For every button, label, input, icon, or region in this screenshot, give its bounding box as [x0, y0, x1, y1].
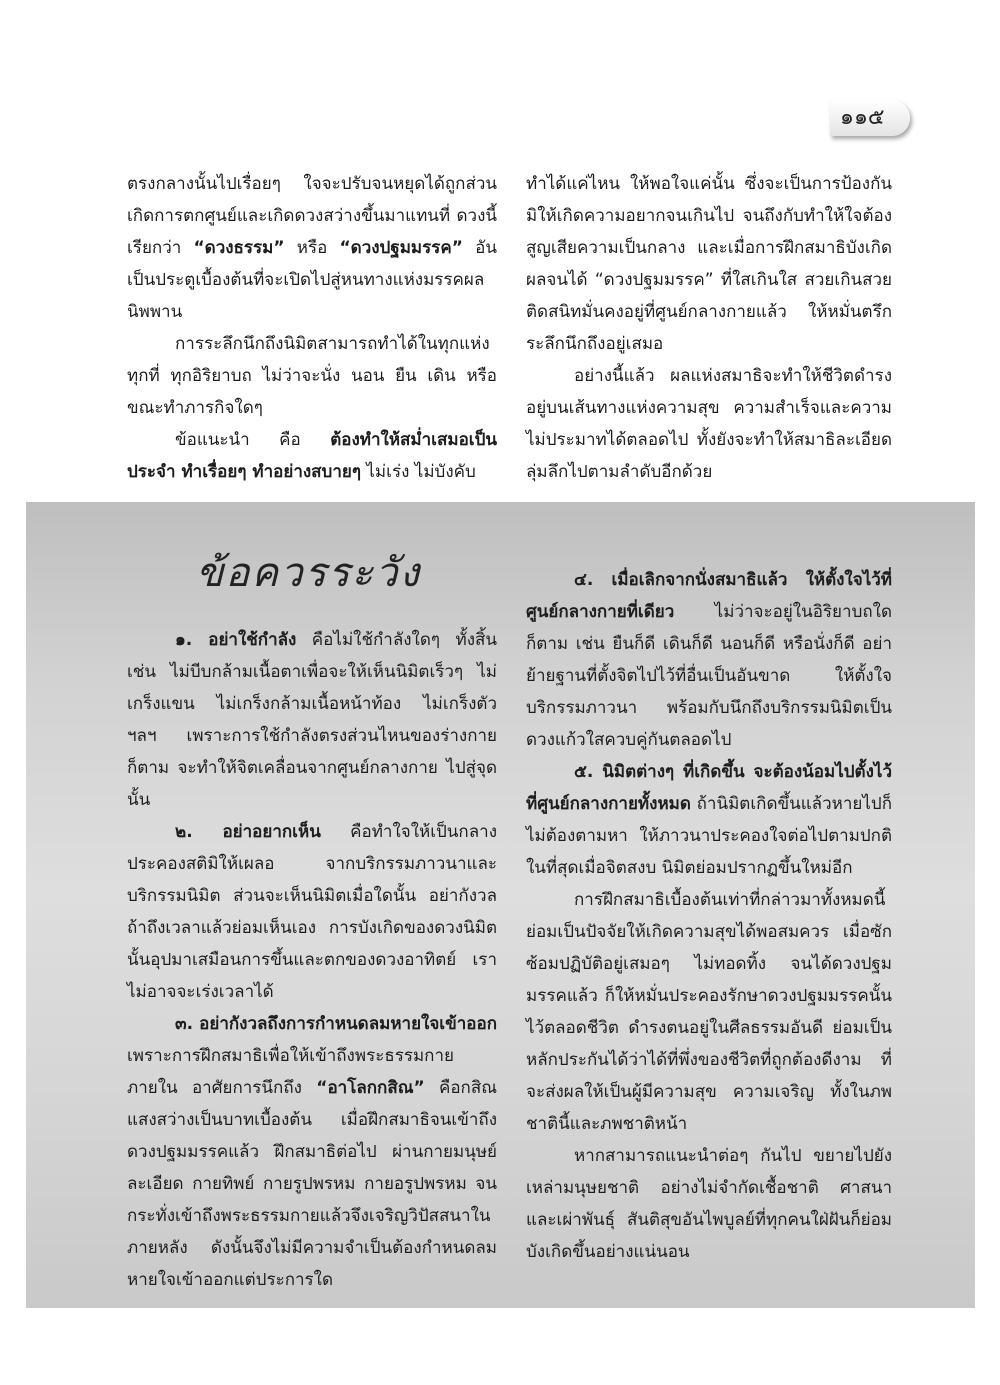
caution-heading: ๕. นิมิตต่างๆ ที่เกิดขึ้น จะต้องน้อมไปตั้งไว้ที่ศูนย์กลางกายทั้งหมด: [526, 762, 892, 814]
bold-term-dhamma-sphere: “ดวงธรรม”: [193, 238, 285, 258]
caution-item-1: [127, 624, 497, 816]
caution-item-5: [526, 756, 892, 884]
paragraph: ทำได้แค่ไหน ให้พอใจแค่นั้น ซึ่งจะเป็นการป้องกันมิให้เกิดความอยากจนเกินไป จนถึงกับทำให้ใจต้องสูญเสียความเป็นกลาง และเมื่อการฝึกสมาธิบังเกิดผลจนได้ “ดวงปฐมมรรค” ที่ใสเกินใส สวยเกินสวย ติดสนิทมั่นคงอยู่ที่ศูนย์กลางกายแล้ว ให้หมั่นตรึกระลึกนึกถึงอยู่เสมอ: [526, 174, 892, 354]
page-number: ๑๑๕: [830, 100, 910, 136]
bold-term-first-path-sphere: “ดวงปฐมมรรค”: [339, 238, 463, 258]
bold-advice: ต้องทำให้สม่ำเสมอเป็นประจำ ทำเรื่อยๆ ทำอย่างสบายๆ: [127, 430, 497, 482]
caution-item-2: [127, 816, 497, 1008]
top-left-column: [127, 168, 497, 488]
paragraph: การฝึกสมาธิเบื้องต้นเท่าที่กล่าวมาทั้งหมดนี้ ย่อมเป็นปัจจัยให้เกิดความสุขได้พอสมควร เมื่อซักซ้อมปฏิบัติอยู่เสมอๆ ไม่ทอดทิ้ง จนได้ดวงปฐมมรรคแล้ว ก็ให้หมั่นประคองรักษาดวงปฐมมรรคนั้นไว้ตลอดชีวิต ดำรงตนอยู่ในศีลธรรมอันดี ย่อมเป็นหลักประกันได้ว่าได้ที่พึ่งของชีวิตที่ถูกต้องดีงาม ที่จะส่งผลให้เป็นผู้มีความสุข ความเจริญ ทั้งในภพชาตินี้และภพชาติหน้า: [526, 890, 892, 1134]
text-run: ไม่ว่าจะอยู่ในอิริยาบถใดก็ตาม เช่น ยืนก็ดี เดินก็ดี นอนก็ดี หรือนั่งก็ดี อย่าย้ายฐานที่ตั้งจิตไปไว้ที่อื่นเป็นอันขาด ให้ตั้งใจบริกรรมภาวนา พร้อมกับนึกถึงบริกรรมนิมิตเป็นดวงแก้วใสควบคู่กันตลอดไป: [526, 602, 892, 750]
text-run: ข้อแนะนำ คือ: [175, 430, 331, 450]
caution-right-column: [526, 564, 892, 1268]
text-run: หรือ: [284, 238, 340, 258]
caution-heading: ๑. อย่าใช้กำลัง: [175, 630, 297, 650]
caution-heading: ๒. อย่าอยากเห็น: [175, 822, 321, 842]
top-right-column: [526, 168, 892, 488]
caution-heading: ๓. อย่ากังวลถึงการกำหนดลมหายใจเข้าออก: [175, 1014, 497, 1034]
caution-item-3: [127, 1008, 497, 1296]
panel-title: ข้อควรระวัง: [196, 550, 422, 596]
text-run: อันเป็นประตูเบื้องต้นที่จะเปิดไปสู่หนทางแห่งมรรคผลนิพพาน: [127, 238, 497, 322]
paragraph: [127, 424, 497, 488]
paragraph: การระลึกนึกถึงนิมิตสามารถทำได้ในทุกแห่ง ทุกที่ ทุกอิริยาบถ ไม่ว่าจะนั่ง นอน ยืน เดิน หรือขณะทำภารกิจใดๆ: [127, 334, 497, 418]
caution-item-4: [526, 564, 892, 756]
paragraph: หากสามารถแนะนำต่อๆ กันไป ขยายไปยังเหล่ามนุษยชาติ อย่างไม่จำกัดเชื้อชาติ ศาสนา และเผ่าพันธุ์ สันติสุขอันไพบูลย์ที่ทุกคนใฝ่ฝันก็ย่อมบังเกิดขึ้นอย่างแน่นอน: [526, 1146, 892, 1262]
paragraph: [127, 168, 497, 328]
text-run: ตรงกลางนั้นไปเรื่อยๆ ใจจะปรับจนหยุดได้ถูกส่วน เกิดการตกศูนย์และเกิดดวงสว่างขึ้นมาแทนที่ ดวงนี้เรียกว่า: [127, 174, 497, 258]
text-run: ถ้านิมิตเกิดขึ้นแล้วหายไปก็ไม่ต้องตามหา ให้ภาวนาประคองใจต่อไปตามปกติ ในที่สุดเมื่อจิตสงบ นิมิตย่อมปรากฏขึ้นใหม่อีก: [526, 794, 892, 878]
caution-heading: ๔. เมื่อเลิกจากนั่งสมาธิแล้ว ให้ตั้งใจไว้ที่ศูนย์กลางกายที่เดียว: [526, 570, 892, 622]
text-run: คือทำใจให้เป็นกลาง ประคองสติมิให้เผลอ จากบริกรรมภาวนาและบริกรรมนิมิต ส่วนจะเห็นนิมิตเมื่อใดนั้น อย่ากังวล ถ้าถึงเวลาแล้วย่อมเห็นเอง การบังเกิดของดวงนิมิตนั้นอุปมาเสมือนการขึ้นและตกของดวงอาทิตย์ เราไม่อาจจะเร่งเวลาได้: [127, 822, 497, 1002]
caution-left-column: [127, 624, 497, 1296]
text-run: คือไม่ใช้กำลังใดๆ ทั้งสิ้น เช่น ไม่บีบกล้ามเนื้อตาเพื่อจะให้เห็นนิมิตเร็วๆ ไม่เกร็งแขน ไม่เกร็งกล้ามเนื้อหน้าท้อง ไม่เกร็งตัว ฯลฯ เพราะการใช้กำลังตรงส่วนไหนของร่างกายก็ตาม จะทำให้จิตเคลื่อนจากศูนย์กลางกาย ไปสู่จุดนั้น: [127, 630, 497, 810]
text-run: คือกสิณแสงสว่างเป็นบาทเบื้องต้น เมื่อฝึกสมาธิจนเข้าถึงดวงปฐมมรรคแล้ว ฝึกสมาธิต่อไป ผ่านกายมนุษย์ละเอียด กายทิพย์ กายรูปพรหม กายอรูปพรหม จนกระทั่งเข้าถึงพระธรรมกายแล้วจึงเจริญวิปัสสนาในภายหลัง ดังนั้นจึงไม่มีความจำเป็นต้องกำหนดลมหายใจเข้าออกแต่ประการใด: [127, 1078, 497, 1290]
text-run: ไม่เร่ง ไม่บังคับ: [360, 462, 476, 482]
bold-term-light-kasina: “อาโลกกสิณ”: [316, 1078, 425, 1098]
text-run: เพราะการฝึกสมาธิเพื่อให้เข้าถึงพระธรรมกายภายใน อาศัยการนึกถึง: [127, 1046, 454, 1098]
paragraph: อย่างนี้แล้ว ผลแห่งสมาธิจะทำให้ชีวิตดำรงอยู่บนเส้นทางแห่งความสุข ความสำเร็จและความไม่ประมาทได้ตลอดไป ทั้งยังจะทำให้สมาธิละเอียดลุ่มลึกไปตามลำดับอีกด้วย: [526, 366, 892, 482]
